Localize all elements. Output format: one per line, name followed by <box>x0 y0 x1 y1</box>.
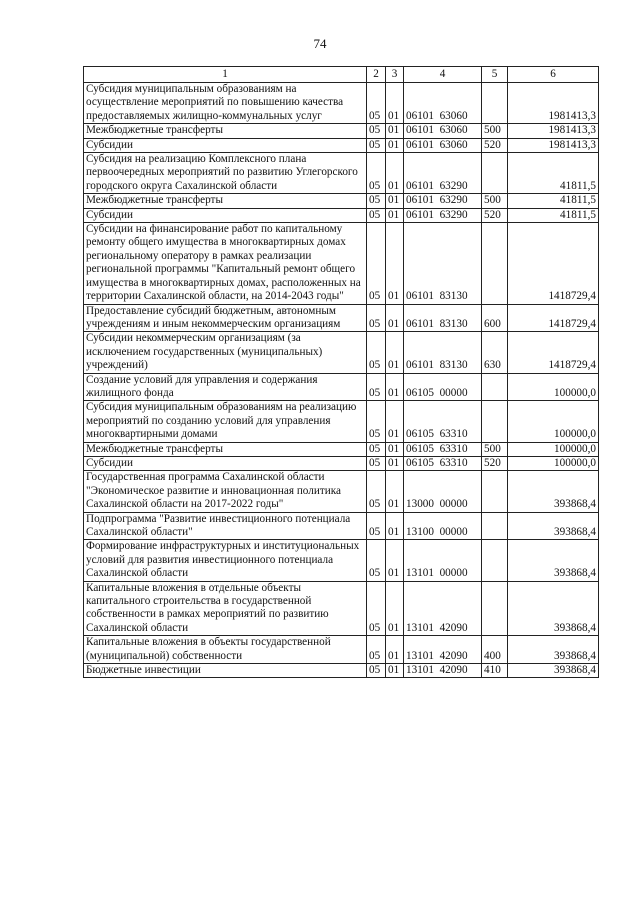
row-name-cell: Государственная программа Сахалинской области "Экономическое развитие и инновационная политика Сахалинской области на 2017-2022 годы" <box>84 471 367 512</box>
row-section-cell: 05 <box>367 401 386 442</box>
row-amount-cell: 41811,5 <box>508 153 599 194</box>
row-amount-cell: 1981413,3 <box>508 124 599 138</box>
row-subsection-cell: 01 <box>386 456 404 470</box>
budget-table <box>83 66 599 678</box>
row-target-code-cell: 06105 63310 <box>404 442 482 456</box>
header-cell-subsection: 3 <box>386 67 404 83</box>
row-name-cell: Субсидии <box>84 208 367 222</box>
row-expense-type-cell: 500 <box>482 194 508 208</box>
row-subsection-cell: 01 <box>386 208 404 222</box>
row-amount-cell: 1418729,4 <box>508 304 599 332</box>
row-section-cell: 05 <box>367 512 386 540</box>
row-target-code-cell: 06101 83130 <box>404 223 482 304</box>
table-row <box>84 442 599 456</box>
row-expense-type-cell: 520 <box>482 456 508 470</box>
row-expense-type-cell <box>482 512 508 540</box>
row-amount-cell: 41811,5 <box>508 194 599 208</box>
row-subsection-cell: 01 <box>386 373 404 401</box>
row-expense-type-cell: 520 <box>482 138 508 152</box>
row-section-cell: 05 <box>367 332 386 373</box>
row-subsection-cell: 01 <box>386 540 404 581</box>
table-row <box>84 373 599 401</box>
row-amount-cell: 100000,0 <box>508 401 599 442</box>
table-row <box>84 208 599 222</box>
row-amount-cell: 100000,0 <box>508 442 599 456</box>
row-target-code-cell: 13000 00000 <box>404 471 482 512</box>
row-amount-cell: 1418729,4 <box>508 332 599 373</box>
table-row <box>84 664 599 678</box>
table-row <box>84 471 599 512</box>
row-expense-type-cell <box>482 581 508 636</box>
row-subsection-cell: 01 <box>386 153 404 194</box>
table-row <box>84 401 599 442</box>
table-header-row <box>84 67 599 83</box>
row-section-cell: 05 <box>367 194 386 208</box>
row-target-code-cell: 13100 00000 <box>404 512 482 540</box>
table-row <box>84 153 599 194</box>
row-amount-cell: 393868,4 <box>508 581 599 636</box>
row-expense-type-cell: 410 <box>482 664 508 678</box>
row-subsection-cell: 01 <box>386 223 404 304</box>
row-expense-type-cell: 630 <box>482 332 508 373</box>
row-name-cell: Субсидии <box>84 138 367 152</box>
row-expense-type-cell <box>482 83 508 124</box>
table-row <box>84 83 599 124</box>
row-section-cell: 05 <box>367 664 386 678</box>
row-target-code-cell: 06105 00000 <box>404 373 482 401</box>
row-name-cell: Формирование инфраструктурных и институциональных условий для развития инвестиционного потенциала Сахалинской области <box>84 540 367 581</box>
row-name-cell: Субсидия муниципальным образованиям на осуществление мероприятий по повышению качества предоставляемых жилищно-коммунальных услуг <box>84 83 367 124</box>
row-name-cell: Бюджетные инвестиции <box>84 664 367 678</box>
table-row <box>84 194 599 208</box>
row-section-cell: 05 <box>367 153 386 194</box>
row-target-code-cell: 13101 42090 <box>404 581 482 636</box>
table-row <box>84 304 599 332</box>
row-amount-cell: 1981413,3 <box>508 138 599 152</box>
row-amount-cell: 393868,4 <box>508 664 599 678</box>
row-target-code-cell: 06101 63290 <box>404 208 482 222</box>
row-expense-type-cell <box>482 471 508 512</box>
row-subsection-cell: 01 <box>386 636 404 664</box>
page-number: 74 <box>313 36 327 51</box>
table-row <box>84 581 599 636</box>
table-row <box>84 456 599 470</box>
row-section-cell: 05 <box>367 223 386 304</box>
row-name-cell: Капитальные вложения в объекты государственной (муниципальной) собственности <box>84 636 367 664</box>
row-expense-type-cell <box>482 540 508 581</box>
row-amount-cell: 393868,4 <box>508 512 599 540</box>
row-amount-cell: 100000,0 <box>508 456 599 470</box>
table-row <box>84 540 599 581</box>
row-subsection-cell: 01 <box>386 471 404 512</box>
row-name-cell: Межбюджетные трансферты <box>84 194 367 208</box>
row-target-code-cell: 06105 63310 <box>404 401 482 442</box>
row-section-cell: 05 <box>367 83 386 124</box>
row-target-code-cell: 06101 63060 <box>404 83 482 124</box>
row-subsection-cell: 01 <box>386 581 404 636</box>
table-row <box>84 124 599 138</box>
row-subsection-cell: 01 <box>386 664 404 678</box>
row-target-code-cell: 06101 63060 <box>404 138 482 152</box>
row-name-cell: Межбюджетные трансферты <box>84 124 367 138</box>
row-target-code-cell: 06105 63310 <box>404 456 482 470</box>
row-section-cell: 05 <box>367 208 386 222</box>
row-section-cell: 05 <box>367 456 386 470</box>
row-section-cell: 05 <box>367 581 386 636</box>
row-expense-type-cell: 500 <box>482 124 508 138</box>
table-row <box>84 636 599 664</box>
row-subsection-cell: 01 <box>386 332 404 373</box>
row-subsection-cell: 01 <box>386 512 404 540</box>
table-row <box>84 138 599 152</box>
header-cell-expense-type: 5 <box>482 67 508 83</box>
row-subsection-cell: 01 <box>386 83 404 124</box>
row-target-code-cell: 13101 42090 <box>404 636 482 664</box>
row-subsection-cell: 01 <box>386 401 404 442</box>
row-amount-cell: 393868,4 <box>508 636 599 664</box>
row-expense-type-cell <box>482 153 508 194</box>
row-target-code-cell: 06101 63290 <box>404 194 482 208</box>
row-amount-cell: 41811,5 <box>508 208 599 222</box>
row-subsection-cell: 01 <box>386 138 404 152</box>
row-expense-type-cell <box>482 373 508 401</box>
row-section-cell: 05 <box>367 540 386 581</box>
row-name-cell: Субсидия на реализацию Комплексного плана первоочередных мероприятий по развитию Углегорского городского округа Сахалинской области <box>84 153 367 194</box>
row-name-cell: Создание условий для управления и содержания жилищного фонда <box>84 373 367 401</box>
row-subsection-cell: 01 <box>386 442 404 456</box>
row-target-code-cell: 06101 63290 <box>404 153 482 194</box>
row-expense-type-cell <box>482 223 508 304</box>
row-expense-type-cell: 520 <box>482 208 508 222</box>
row-amount-cell: 1981413,3 <box>508 83 599 124</box>
row-section-cell: 05 <box>367 442 386 456</box>
row-expense-type-cell <box>482 401 508 442</box>
row-name-cell: Подпрограмма "Развитие инвестиционного потенциала Сахалинской области" <box>84 512 367 540</box>
row-section-cell: 05 <box>367 124 386 138</box>
row-section-cell: 05 <box>367 138 386 152</box>
row-name-cell: Капитальные вложения в отдельные объекты капитального строительства в государственной собственности в рамках мероприятий по развитию Сахалинской области <box>84 581 367 636</box>
row-target-code-cell: 06101 83130 <box>404 332 482 373</box>
row-target-code-cell: 13101 00000 <box>404 540 482 581</box>
row-target-code-cell: 13101 42090 <box>404 664 482 678</box>
header-cell-section: 2 <box>367 67 386 83</box>
row-subsection-cell: 01 <box>386 124 404 138</box>
row-target-code-cell: 06101 63060 <box>404 124 482 138</box>
row-name-cell: Межбюджетные трансферты <box>84 442 367 456</box>
row-name-cell: Субсидии на финансирование работ по капитальному ремонту общего имущества в многоквартирных домах региональному оператору в рамках реализации региональной программы "Капитальный ремонт общего имущества в многоквартирных домах, расположенных на территории Сахалинской области, на 2014-2043 годы" <box>84 223 367 304</box>
row-amount-cell: 393868,4 <box>508 471 599 512</box>
row-section-cell: 05 <box>367 471 386 512</box>
row-target-code-cell: 06101 83130 <box>404 304 482 332</box>
row-amount-cell: 393868,4 <box>508 540 599 581</box>
row-expense-type-cell: 600 <box>482 304 508 332</box>
table-row <box>84 512 599 540</box>
table-row <box>84 223 599 304</box>
row-expense-type-cell: 400 <box>482 636 508 664</box>
row-name-cell: Субсидия муниципальным образованиям на реализацию мероприятий по созданию условий для управления многоквартирными домами <box>84 401 367 442</box>
row-section-cell: 05 <box>367 636 386 664</box>
header-cell-amount: 6 <box>508 67 599 83</box>
row-amount-cell: 1418729,4 <box>508 223 599 304</box>
header-cell-name: 1 <box>84 67 367 83</box>
header-cell-target-code: 4 <box>404 67 482 83</box>
row-name-cell: Субсидии некоммерческим организациям (за исключением государственных (муниципальных) учреждений) <box>84 332 367 373</box>
row-section-cell: 05 <box>367 373 386 401</box>
row-section-cell: 05 <box>367 304 386 332</box>
row-name-cell: Предоставление субсидий бюджетным, автономным учреждениям и иным некоммерческим организациям <box>84 304 367 332</box>
row-subsection-cell: 01 <box>386 304 404 332</box>
row-subsection-cell: 01 <box>386 194 404 208</box>
table-row <box>84 332 599 373</box>
row-amount-cell: 100000,0 <box>508 373 599 401</box>
row-expense-type-cell: 500 <box>482 442 508 456</box>
row-name-cell: Субсидии <box>84 456 367 470</box>
